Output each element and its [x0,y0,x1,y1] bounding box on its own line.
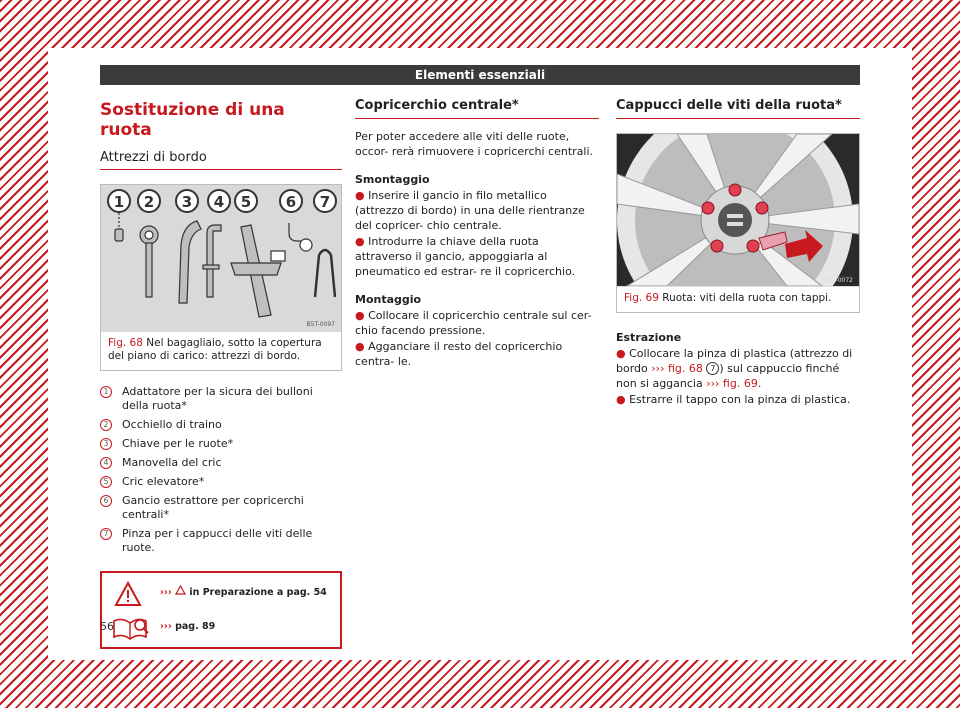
wheel-drawing [617,134,859,286]
list-item [100,527,342,555]
tools-list [100,385,342,555]
figure-caption [101,332,341,370]
list-item: ● Estrarre il tappo con la pinza di plastica. [616,393,851,406]
page-reference[interactable]: ››› pag. 89 [160,621,216,632]
item-number: 5 [100,476,112,488]
warning-reference[interactable]: ››› in Preparazione a pag. 54 [160,587,327,598]
item-text: Pinza per i cappucci delle viti delle ruote. [122,527,313,554]
heading-estrazione: Estrazione [616,331,682,344]
tool-number-7 [314,190,336,212]
heading-montaggio: Montaggio [355,293,422,306]
list-item [100,437,342,451]
figure-caption [617,287,859,312]
item-number: 1 [100,386,112,398]
svg-text:3: 3 [181,193,193,211]
svg-text:2: 2 [143,193,155,211]
list-item: ● Introdurre la chiave della ruota attraverso il gancio, appoggiarla al pneumatico ed estrar- re il copricerchio. [355,235,576,278]
figure-code: B5T-0072 [824,277,853,284]
list-item [100,456,342,470]
item-text: Occhiello di traino [122,418,222,431]
tools-drawing [101,185,341,331]
figure-69 [616,133,860,313]
tool-number-1 [108,190,130,212]
page-number: 56 [100,620,114,633]
svg-text:4: 4 [213,193,225,211]
list-item: ● Agganciare il resto del copricerchio centra- le. [355,340,563,368]
tool-number-4 [208,190,230,212]
book-icon [110,615,150,641]
figure-caption-text: Nel bagagliaio, sotto la copertura del piano di carico: attrezzi di bordo. [108,337,322,362]
tool-number-6 [280,190,302,212]
item-number: 7 [100,528,112,540]
item-text: Chiave per le ruote* [122,437,234,450]
list-item: ● Collocare la pinza di plastica (attrezzo di bordo ››› fig. 68 7 ) sul cappuccio finché non si aggancia ››› fig. 69. [616,347,853,390]
heading-smontaggio: Smontaggio [355,173,430,186]
item-text: Manovella del cric [122,456,222,469]
warning-icon [114,581,142,607]
list-item [100,494,342,522]
tool-number-2 [138,190,160,212]
figure-68 [100,184,342,371]
warning-box [100,571,342,649]
svg-text:5: 5 [240,193,252,211]
fig-68-link[interactable]: ››› fig. 68 [651,362,703,375]
list-item [100,385,342,413]
figure-label: Fig. 69 [624,292,659,304]
list-item [100,418,342,432]
left-column [100,98,342,649]
fig-69-link[interactable]: ››› fig. 69 [706,377,758,390]
list-item [100,475,342,489]
section-title-cappucci: Cappucci delle viti della ruota* [616,98,860,119]
svg-text:1: 1 [113,193,125,211]
right-column [616,98,860,408]
item-number: 7 [706,362,719,375]
middle-column [355,98,599,370]
item-number: 2 [100,419,112,431]
wheel-illustration [617,134,859,287]
tool-number-5 [235,190,257,212]
list-item: ● Inserire il gancio in filo metallico (attrezzo di bordo) in una delle rientranze del copricer- chio centrale. [355,189,585,232]
sub-title: Attrezzi di bordo [100,150,342,170]
svg-text:7: 7 [319,193,331,211]
tool-number-3 [176,190,198,212]
item-number: 4 [100,457,112,469]
svg-text:6: 6 [285,193,297,211]
item-text: Adattatore per la sicura dei bulloni della ruota* [122,385,313,412]
tools-illustration [101,185,341,332]
small-warning-icon [175,585,186,595]
item-text: Cric elevatore* [122,475,205,488]
item-text: Gancio estrattore per copricerchi centrali* [122,494,304,521]
item-number: 6 [100,495,112,507]
figure-label: Fig. 68 [108,337,143,349]
figure-code: B5T-0097 [306,321,335,328]
item-number: 3 [100,438,112,450]
intro-text: Per poter accedere alle viti delle ruote, occor- rerà rimuovere i copricerchi centrali. [355,130,593,158]
list-item: ● Collocare il copricerchio centrale sul cer- chio facendo pressione. [355,309,592,337]
page [48,48,912,660]
figure-caption-text: Ruota: viti della ruota con tappi. [662,292,832,304]
section-title-copricerchio: Copricerchio centrale* [355,98,599,119]
page-title: Sostituzione di una ruota [100,100,285,140]
section-header: Elementi essenziali [100,65,860,85]
